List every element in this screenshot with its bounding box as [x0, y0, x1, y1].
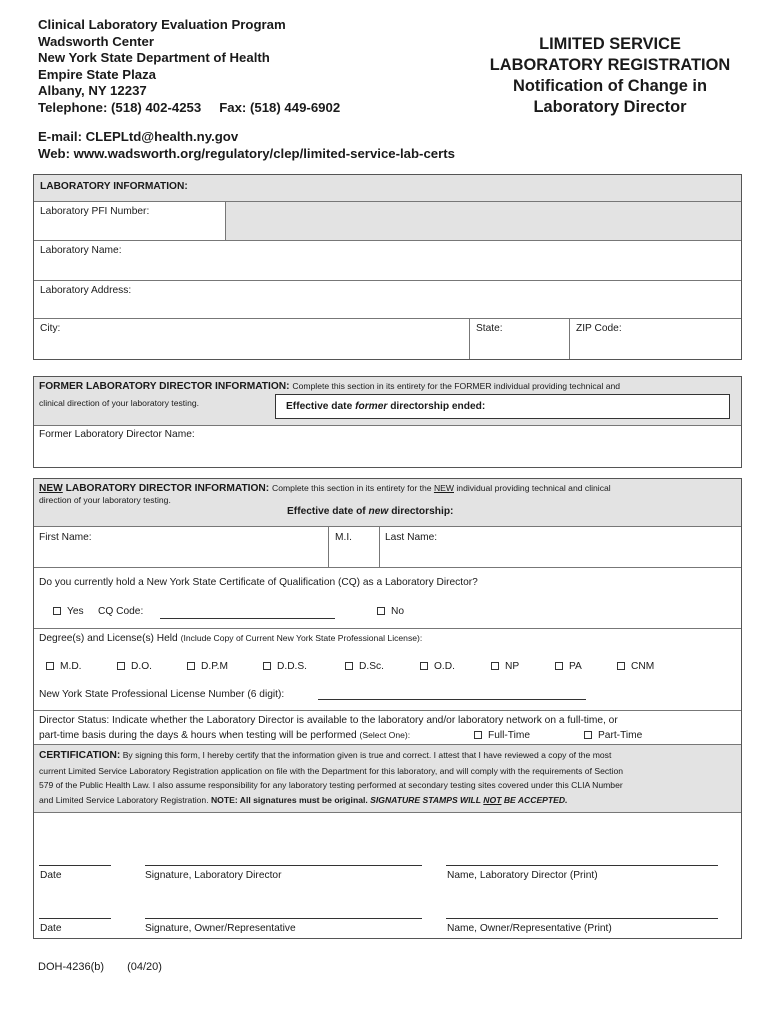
- checkbox-icon[interactable]: [584, 731, 592, 739]
- sig-director-line[interactable]: [145, 865, 422, 866]
- contact-info: [38, 129, 455, 162]
- degree-dsc-option[interactable]: D.Sc.: [345, 661, 384, 672]
- cq-code-field[interactable]: [160, 606, 335, 619]
- title-line2: LABORATORY REGISTRATION: [489, 56, 731, 74]
- cert-heading: CERTIFICATION:: [39, 750, 121, 761]
- former-director-section: [33, 376, 742, 468]
- name-owner-line[interactable]: [446, 918, 718, 919]
- checkbox-icon[interactable]: [420, 662, 428, 670]
- phone-fax-line: [38, 100, 340, 117]
- date1-label: Date: [40, 870, 62, 881]
- zip-label: ZIP Code:: [576, 323, 622, 334]
- mi-divider: [328, 527, 329, 567]
- mi-label: M.I.: [335, 532, 352, 543]
- former-name-label: Former Laboratory Director Name:: [39, 429, 195, 440]
- checkbox-icon[interactable]: [617, 662, 625, 670]
- checkbox-icon[interactable]: [377, 607, 385, 615]
- web: Web: www.wadsworth.org/regulatory/clep/limited-service-lab-certs: [38, 145, 455, 161]
- cert-text-1: CERTIFICATION: By signing this form, I hereby certify that the information given is true and correct. I attest that I have reviewed a copy of the most: [39, 750, 612, 761]
- former-heading-row: [34, 377, 741, 426]
- checkbox-icon[interactable]: [555, 662, 563, 670]
- lab-info-heading: LABORATORY INFORMATION:: [40, 181, 188, 192]
- new-effective-label[interactable]: Effective date of new directorship:: [287, 506, 454, 517]
- sig-owner-line[interactable]: [145, 918, 422, 919]
- pfi-row: [34, 202, 741, 241]
- degree-cnm-option[interactable]: CNM: [617, 661, 654, 672]
- city-state-zip-row: [34, 319, 741, 359]
- cq-question: Do you currently hold a New York State Certificate of Qualification (CQ) as a Laboratory Director?: [39, 577, 478, 588]
- header-line4: Empire State Plaza: [38, 66, 157, 82]
- first-name-label: First Name:: [39, 532, 92, 543]
- status-text-2: part-time basis during the days & hours when testing will be performed (Select One):: [39, 730, 411, 741]
- name-director-line[interactable]: [446, 865, 718, 866]
- lab-info-section: [33, 174, 742, 360]
- header-line2: Wadsworth Center: [38, 33, 155, 49]
- email: E-mail: CLEPLtd@health.ny.gov: [38, 129, 239, 144]
- form-number: DOH-4236(b): [38, 961, 105, 973]
- cert-text-2: current Limited Service Laboratory Registration application on file with the Department for this laboratory, and will comply with the requirements of Section: [39, 766, 624, 776]
- checkbox-icon[interactable]: [474, 731, 482, 739]
- checkbox-icon[interactable]: [345, 662, 353, 670]
- checkbox-icon[interactable]: [263, 662, 271, 670]
- certification-row: [34, 745, 741, 813]
- form-title: [470, 34, 750, 118]
- title-line3: Notification of Change in: [513, 77, 707, 95]
- cq-no-option[interactable]: No: [377, 606, 404, 617]
- degree-od-option[interactable]: O.D.: [420, 661, 455, 672]
- degree-dds-option[interactable]: D.D.S.: [263, 661, 307, 672]
- degree-pa-option[interactable]: PA: [555, 661, 582, 672]
- date1-line[interactable]: [39, 865, 111, 866]
- former-heading-line: [39, 381, 620, 392]
- state-label: State:: [476, 323, 503, 334]
- new-desc-2: direction of your laboratory testing.: [39, 495, 171, 505]
- state-divider: [469, 319, 470, 359]
- former-effective-date-field[interactable]: [275, 394, 730, 419]
- new-desc: Complete this section in its entirety for the NEW individual providing technical and clinical: [272, 483, 611, 493]
- checkbox-icon[interactable]: [491, 662, 499, 670]
- director-status-row: [34, 711, 741, 745]
- name-row: [34, 527, 741, 568]
- new-heading-row: [34, 479, 741, 527]
- license-label: New York State Professional License Number (6 digit):: [39, 689, 285, 700]
- degree-dpm-option[interactable]: D.P.M: [187, 661, 228, 672]
- cq-row: [34, 568, 741, 629]
- former-desc-2: clinical direction of your laboratory testing.: [39, 398, 200, 408]
- name-owner-label: Name, Owner/Representative (Print): [447, 923, 612, 934]
- title-line4: Laboratory Director: [533, 98, 687, 116]
- checkbox-icon[interactable]: [117, 662, 125, 670]
- form-footer: [38, 961, 162, 973]
- former-effective-label: Effective date former directorship ended:: [286, 401, 486, 412]
- lab-address-label: Laboratory Address:: [40, 285, 132, 296]
- former-heading: FORMER LABORATORY DIRECTOR INFORMATION:: [39, 381, 290, 392]
- date2-label: Date: [40, 923, 62, 934]
- degree-md-option[interactable]: M.D.: [46, 661, 82, 672]
- checkbox-icon[interactable]: [187, 662, 195, 670]
- form-revision: (04/20): [127, 961, 162, 973]
- status-text-1: Director Status: Indicate whether the Laboratory Director is available to the laboratory and/or laboratory network on a full-time, or: [39, 715, 618, 726]
- city-label: City:: [40, 323, 61, 334]
- lab-name-row[interactable]: [34, 241, 741, 281]
- zip-divider: [569, 319, 570, 359]
- cert-text-3: 579 of the Public Health Law. I also assume responsibility for any laboratory testing performed at secondary testing sites covered under this CLIA Number: [39, 780, 623, 790]
- degrees-row: [34, 629, 741, 711]
- date2-line[interactable]: [39, 918, 111, 919]
- last-name-label: Last Name:: [385, 532, 438, 543]
- new-heading-line: [39, 483, 611, 494]
- sig-director-label: Signature, Laboratory Director: [145, 870, 282, 881]
- telephone: Telephone: (518) 402-4253: [38, 99, 202, 115]
- header-line5: Albany, NY 12237: [38, 83, 147, 99]
- checkbox-icon[interactable]: [53, 607, 61, 615]
- sig-owner-label: Signature, Owner/Representative: [145, 923, 296, 934]
- lab-address-row[interactable]: [34, 281, 741, 319]
- former-desc: Complete this section in its entirety for the FORMER individual providing technical and: [292, 381, 621, 391]
- pfi-field[interactable]: [225, 202, 741, 240]
- program-address: [38, 17, 340, 117]
- cq-yes-option[interactable]: Yes: [53, 606, 84, 617]
- part-time-option[interactable]: Part-Time: [584, 730, 642, 741]
- fax: Fax: (518) 449-6902: [219, 99, 341, 115]
- lab-info-heading-row: [34, 175, 741, 202]
- degree-do-option[interactable]: D.O.: [117, 661, 152, 672]
- checkbox-icon[interactable]: [46, 662, 54, 670]
- signature-area: [34, 813, 741, 938]
- full-time-option[interactable]: Full-Time: [474, 730, 530, 741]
- degrees-label: Degree(s) and License(s) Held (Include Copy of Current New York State Professional License):: [39, 633, 423, 644]
- lab-name-label: Laboratory Name:: [40, 245, 122, 256]
- cert-text-4: and Limited Service Laboratory Registration. NOTE: All signatures must be original. SIGNATURE STAMPS WILL NOT BE ACCEPTED.: [39, 795, 568, 805]
- former-name-row[interactable]: [34, 426, 741, 467]
- degree-np-option[interactable]: NP: [491, 661, 519, 672]
- title-line1: LIMITED SERVICE: [539, 35, 681, 53]
- pfi-label: Laboratory PFI Number:: [40, 206, 150, 217]
- new-heading: NEW LABORATORY DIRECTOR INFORMATION:: [39, 483, 270, 494]
- cq-code-label: CQ Code:: [98, 606, 144, 617]
- name-director-label: Name, Laboratory Director (Print): [447, 870, 598, 881]
- header-line3: New York State Department of Health: [38, 50, 270, 66]
- license-number-field[interactable]: [318, 687, 586, 700]
- new-director-section: [33, 478, 742, 939]
- last-name-divider: [379, 527, 380, 567]
- header-line1: Clinical Laboratory Evaluation Program: [38, 17, 286, 32]
